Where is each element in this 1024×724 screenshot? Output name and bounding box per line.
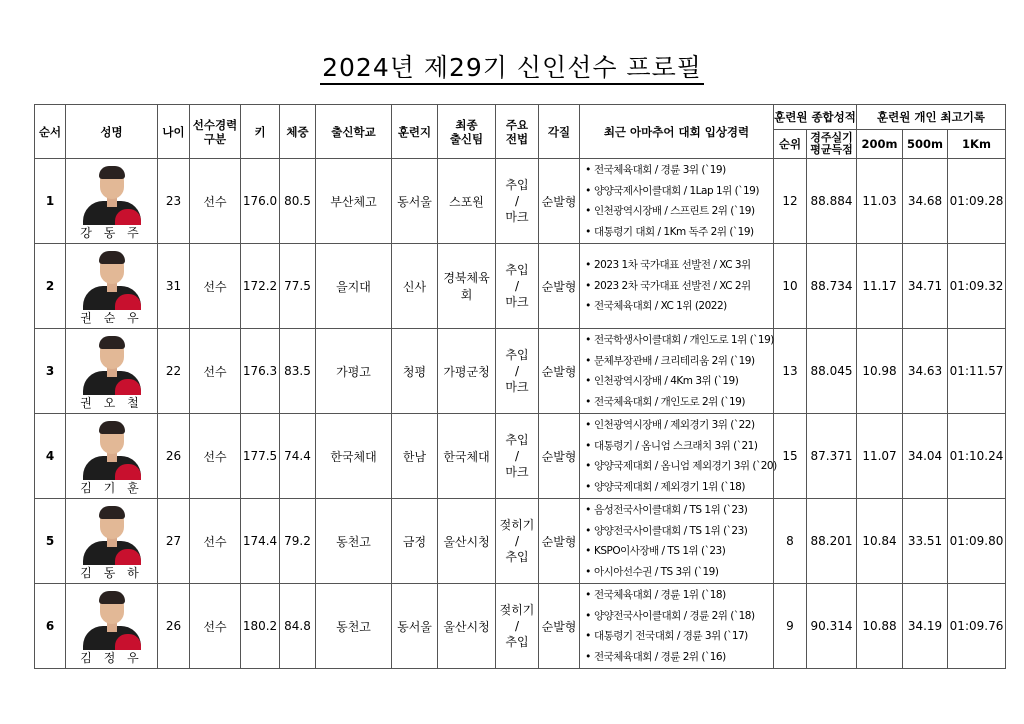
bullet-icon: • <box>585 354 591 367</box>
main-tactic <box>496 244 539 329</box>
bullet-icon: • <box>585 205 591 217</box>
time-200m: 10.98 <box>857 329 903 414</box>
avatar <box>80 503 144 565</box>
bullet-icon: • <box>585 439 591 452</box>
avatar <box>80 163 144 225</box>
career-text: 2023 2차 국가대표 선발전 / XC 2위 <box>594 279 751 292</box>
rank: 8 <box>774 499 807 584</box>
header-leg-type: 각질 <box>539 105 580 159</box>
main-tactic <box>496 499 539 584</box>
table-row <box>35 159 1006 244</box>
time-1km: 01:10.24 <box>948 414 1006 499</box>
training-site: 한남 <box>392 414 438 499</box>
player-name: 권 순 우 <box>80 310 143 325</box>
rank: 10 <box>774 244 807 329</box>
tactic-primary: 젖히기 <box>499 518 535 532</box>
career-type: 선수 <box>190 584 241 669</box>
rookie-profile-table <box>34 104 1006 669</box>
school: 부산체고 <box>316 159 392 244</box>
amateur-record <box>580 499 774 584</box>
career-list <box>582 585 773 667</box>
final-team: 울산시청 <box>438 499 496 584</box>
career-text: 대통령기 전국대회 / 경륜 3위 (`17) <box>594 630 748 642</box>
age: 31 <box>158 244 190 329</box>
career-item <box>582 500 773 521</box>
race-average: 88.201 <box>807 499 857 584</box>
career-text: 아시아선수권 / TS 3위 (`19) <box>594 565 719 578</box>
time-500m: 34.19 <box>903 584 948 669</box>
order-number: 5 <box>35 499 66 584</box>
bullet-icon: • <box>585 300 591 313</box>
time-200m: 11.03 <box>857 159 903 244</box>
tactic-secondary: 추입 <box>505 635 529 649</box>
career-item <box>582 626 773 647</box>
career-type: 선수 <box>190 414 241 499</box>
player-name: 김 동 하 <box>80 565 143 580</box>
career-text: 인천광역시장배 / 제외경기 3위 (`22) <box>594 419 755 431</box>
age: 26 <box>158 414 190 499</box>
career-list <box>582 160 773 242</box>
training-site: 신사 <box>392 244 438 329</box>
amateur-record <box>580 414 777 499</box>
header-final-team: 최종 출신팀 <box>438 105 496 159</box>
table-row <box>35 244 1006 329</box>
bullet-icon: • <box>585 184 591 197</box>
main-tactic <box>496 414 539 499</box>
race-average: 90.314 <box>807 584 857 669</box>
header-amateur-record: 최근 아마추어 대회 입상경력 <box>580 105 774 159</box>
age: 27 <box>158 499 190 584</box>
time-500m: 34.63 <box>903 329 948 414</box>
school: 가평고 <box>316 329 392 414</box>
school: 동천고 <box>316 499 392 584</box>
height: 180.2 <box>241 584 280 669</box>
final-team: 한국체대 <box>438 414 496 499</box>
height: 176.0 <box>241 159 280 244</box>
bullet-icon: • <box>585 259 591 272</box>
player-rows <box>35 159 1006 669</box>
school: 한국체대 <box>316 414 392 499</box>
player-name: 강 동 주 <box>80 225 143 240</box>
tactic-primary: 추입 <box>505 178 529 192</box>
career-item <box>582 521 773 542</box>
page-title-text: 2024년 제29기 신인선수 프로필 <box>320 53 704 85</box>
bullet-icon: • <box>585 225 591 238</box>
weight: 79.2 <box>280 499 316 584</box>
height: 176.3 <box>241 329 280 414</box>
time-500m: 34.04 <box>903 414 948 499</box>
career-item <box>582 585 773 606</box>
career-type: 선수 <box>190 244 241 329</box>
table-row <box>35 414 1006 499</box>
name-cell <box>66 244 158 329</box>
table-row <box>35 584 1006 669</box>
amateur-record <box>580 244 774 329</box>
page-title <box>0 48 1024 84</box>
leg-type: 순발형 <box>539 584 580 669</box>
training-site: 동서울 <box>392 584 438 669</box>
career-text: 양양국제대회 / 제외경기 1위 (`18) <box>594 480 745 493</box>
header-200m: 200m <box>857 130 903 159</box>
order-number: 2 <box>35 244 66 329</box>
career-text: 양양전국사이클대회 / 경륜 2위 (`18) <box>594 609 755 622</box>
career-text: 전국체육대회 / 경륜 1위 (`18) <box>594 589 726 601</box>
avatar <box>80 333 144 395</box>
tactic-secondary: 마크 <box>505 465 529 479</box>
career-item <box>582 415 773 436</box>
career-text: 양양국제사이클대회 / 1Lap 1위 (`19) <box>594 184 759 197</box>
school: 동천고 <box>316 584 392 669</box>
career-item <box>582 351 773 372</box>
player-name: 김 정 우 <box>80 650 143 665</box>
final-team: 울산시청 <box>438 584 496 669</box>
leg-type: 순발형 <box>539 244 580 329</box>
final-team: 경북체육회 <box>438 244 496 329</box>
name-cell <box>66 414 158 499</box>
rank: 15 <box>774 414 807 499</box>
bullet-icon: • <box>585 545 591 557</box>
time-1km: 01:09.28 <box>948 159 1006 244</box>
career-text: 전국체육대회 / 경륜 3위 (`19) <box>594 164 726 176</box>
career-item <box>582 330 773 351</box>
time-200m: 11.07 <box>857 414 903 499</box>
tactic-primary: 추입 <box>505 263 529 277</box>
header-500m: 500m <box>903 130 948 159</box>
avatar <box>80 248 144 310</box>
amateur-record <box>580 329 774 414</box>
tactic-separator: / <box>514 279 520 293</box>
name-cell <box>66 329 158 414</box>
career-text: 대통령기 대회 / 1Km 독주 2위 (`19) <box>594 225 754 238</box>
time-1km: 01:09.32 <box>948 244 1006 329</box>
career-item <box>582 647 773 668</box>
amateur-record <box>580 584 774 669</box>
weight: 83.5 <box>280 329 316 414</box>
career-text: 인천광역시장배 / 4Km 3위 (`19) <box>594 375 739 387</box>
race-average: 88.045 <box>807 329 857 414</box>
amateur-record <box>580 159 774 244</box>
training-site: 청평 <box>392 329 438 414</box>
school: 을지대 <box>316 244 392 329</box>
career-text: 2023 1차 국가대표 선발전 / XC 3위 <box>594 259 751 272</box>
career-text: 음성전국사이클대회 / TS 1위 (`23) <box>594 504 748 516</box>
weight: 84.8 <box>280 584 316 669</box>
weight: 74.4 <box>280 414 316 499</box>
bullet-icon: • <box>585 630 591 642</box>
order-number: 4 <box>35 414 66 499</box>
career-item <box>582 392 773 413</box>
bullet-icon: • <box>585 375 591 387</box>
order-number: 1 <box>35 159 66 244</box>
age: 22 <box>158 329 190 414</box>
race-average: 88.884 <box>807 159 857 244</box>
career-item <box>582 562 773 583</box>
age: 26 <box>158 584 190 669</box>
bullet-icon: • <box>585 504 591 516</box>
rank: 9 <box>774 584 807 669</box>
rank: 12 <box>774 159 807 244</box>
table-row <box>35 329 1006 414</box>
tactic-secondary: 마크 <box>505 295 529 309</box>
order-number: 3 <box>35 329 66 414</box>
time-500m: 34.71 <box>903 244 948 329</box>
career-list <box>582 500 773 582</box>
leg-type: 순발형 <box>539 159 580 244</box>
time-200m: 11.17 <box>857 244 903 329</box>
bullet-icon: • <box>585 565 591 578</box>
career-text: 문체부장관배 / 크리테리움 2위 (`19) <box>594 354 755 367</box>
career-item <box>582 222 773 243</box>
final-team: 가평군청 <box>438 329 496 414</box>
age: 23 <box>158 159 190 244</box>
bullet-icon: • <box>585 609 591 622</box>
career-item <box>582 181 773 202</box>
leg-type: 순발형 <box>539 329 580 414</box>
career-list <box>582 330 773 412</box>
time-500m: 34.68 <box>903 159 948 244</box>
career-item <box>582 201 773 222</box>
career-text: 양양전국사이클대회 / TS 1위 (`23) <box>594 524 748 537</box>
time-200m: 10.88 <box>857 584 903 669</box>
main-tactic <box>496 159 539 244</box>
tactic-secondary: 추입 <box>505 550 529 564</box>
header-overall-score: 훈련원 종합성적 <box>774 105 857 130</box>
career-list <box>582 415 777 497</box>
rank: 13 <box>774 329 807 414</box>
header-1km: 1Km <box>948 130 1006 159</box>
career-type: 선수 <box>190 499 241 584</box>
time-500m: 33.51 <box>903 499 948 584</box>
avatar <box>80 418 144 480</box>
time-1km: 01:09.76 <box>948 584 1006 669</box>
header-height: 키 <box>241 105 280 159</box>
table-row <box>35 499 1006 584</box>
tactic-secondary: 마크 <box>505 210 529 224</box>
career-text: 전국학생사이클대회 / 개인도로 1위 (`19) <box>594 334 774 346</box>
career-item <box>582 276 773 297</box>
weight: 80.5 <box>280 159 316 244</box>
tactic-separator: / <box>514 619 520 633</box>
career-text: 전국체육대회 / 개인도로 2위 (`19) <box>594 395 745 408</box>
header-career-type: 선수경력 구분 <box>190 105 241 159</box>
tactic-primary: 젖히기 <box>499 603 535 617</box>
tactic-separator: / <box>514 534 520 548</box>
career-type: 선수 <box>190 159 241 244</box>
header-age: 나이 <box>158 105 190 159</box>
bullet-icon: • <box>585 395 591 408</box>
tactic-separator: / <box>514 364 520 378</box>
career-text: 전국체육대회 / 경륜 2위 (`16) <box>594 650 726 663</box>
bullet-icon: • <box>585 279 591 292</box>
career-item <box>582 606 773 627</box>
bullet-icon: • <box>585 460 591 472</box>
header-name: 성명 <box>66 105 158 159</box>
height: 177.5 <box>241 414 280 499</box>
header-order: 순서 <box>35 105 66 159</box>
time-200m: 10.84 <box>857 499 903 584</box>
bullet-icon: • <box>585 524 591 537</box>
name-cell <box>66 584 158 669</box>
leg-type: 순발형 <box>539 499 580 584</box>
main-tactic <box>496 584 539 669</box>
training-site: 금정 <box>392 499 438 584</box>
tactic-secondary: 마크 <box>505 380 529 394</box>
bullet-icon: • <box>585 419 591 431</box>
race-average: 88.734 <box>807 244 857 329</box>
avatar <box>80 588 144 650</box>
tactic-primary: 추입 <box>505 433 529 447</box>
career-item <box>582 456 777 477</box>
career-type: 선수 <box>190 329 241 414</box>
time-1km: 01:09.80 <box>948 499 1006 584</box>
name-cell <box>66 499 158 584</box>
final-team: 스포원 <box>438 159 496 244</box>
leg-type: 순발형 <box>539 414 580 499</box>
header-school: 출신학교 <box>316 105 392 159</box>
tactic-separator: / <box>514 194 520 208</box>
bullet-icon: • <box>585 334 591 346</box>
header-rank: 순위 <box>774 130 807 159</box>
player-name: 권 오 철 <box>80 395 143 410</box>
career-item <box>582 436 773 457</box>
career-list <box>582 255 773 317</box>
player-name: 김 기 훈 <box>80 480 143 495</box>
main-tactic <box>496 329 539 414</box>
career-item <box>582 160 773 181</box>
career-item <box>582 255 773 276</box>
career-text: 인천광역시장배 / 스프린트 2위 (`19) <box>594 205 755 217</box>
bullet-icon: • <box>585 480 591 493</box>
career-item <box>582 541 773 562</box>
header-main-tactic: 주요 전법 <box>496 105 539 159</box>
bullet-icon: • <box>585 650 591 663</box>
time-1km: 01:11.57 <box>948 329 1006 414</box>
bullet-icon: • <box>585 589 591 601</box>
height: 174.4 <box>241 499 280 584</box>
career-item <box>582 296 773 317</box>
training-site: 동서울 <box>392 159 438 244</box>
weight: 77.5 <box>280 244 316 329</box>
career-text: 대통령기 / 옴니엄 스크래치 3위 (`21) <box>594 439 758 452</box>
career-item <box>582 371 773 392</box>
header-training-site: 훈련지 <box>392 105 438 159</box>
bullet-icon: • <box>585 164 591 176</box>
header-weight: 체중 <box>280 105 316 159</box>
name-cell <box>66 159 158 244</box>
tactic-primary: 추입 <box>505 348 529 362</box>
tactic-separator: / <box>514 449 520 463</box>
career-item <box>582 477 773 498</box>
career-text: KSPO이사장배 / TS 1위 (`23) <box>594 545 726 557</box>
career-text: 전국체육대회 / XC 1위 (2022) <box>594 300 727 313</box>
order-number: 6 <box>35 584 66 669</box>
career-text: 양양국제대회 / 옴니엄 제외경기 3위 (`20) <box>594 460 777 472</box>
race-average: 87.371 <box>807 414 857 499</box>
height: 172.2 <box>241 244 280 329</box>
header-best-record: 훈련원 개인 최고기록 <box>857 105 1006 130</box>
header-race-average: 경주실기 평균득점 <box>807 130 857 159</box>
